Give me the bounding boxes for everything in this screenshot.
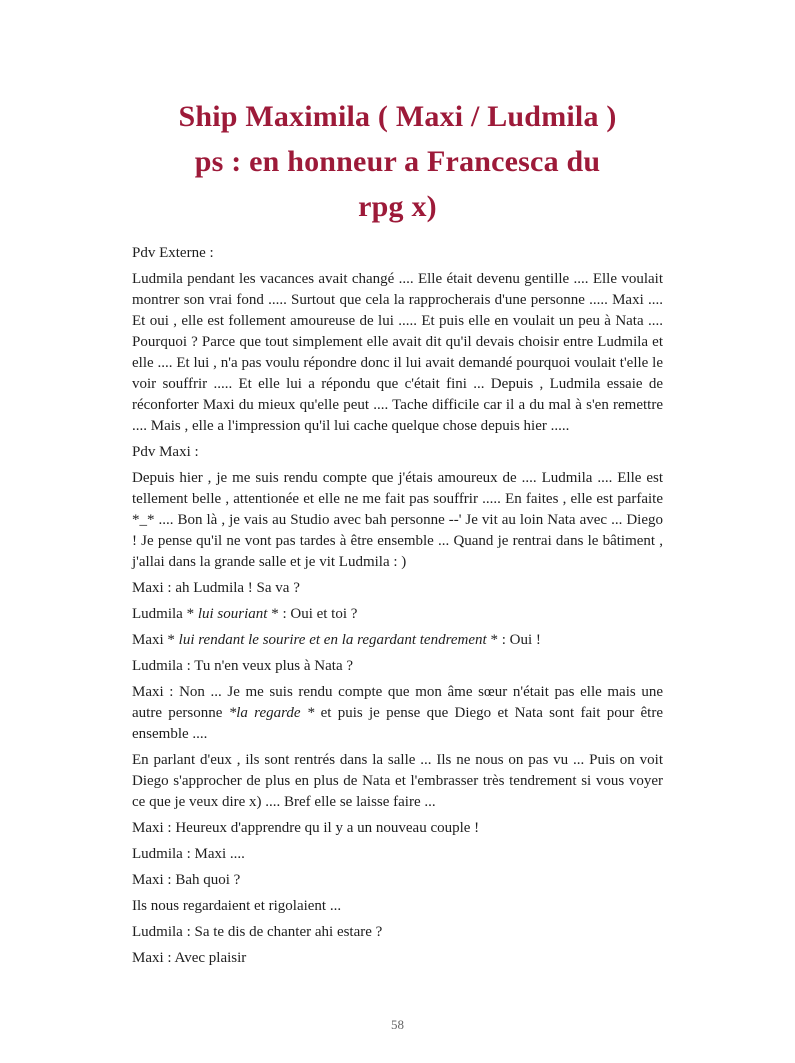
paragraph	[132, 896, 663, 917]
paragraph	[132, 578, 663, 599]
paragraph	[132, 948, 663, 969]
text-run: Ludmila : Tu n'en veux plus à Nata ?	[132, 658, 354, 674]
text-run-italic: lui rendant le sourire et en la regardant tendrement	[174, 632, 491, 648]
paragraph	[132, 818, 663, 839]
paragraph	[132, 870, 663, 891]
text-run-italic: *la regarde *	[228, 705, 315, 721]
paragraph	[132, 630, 663, 651]
paragraph	[132, 269, 663, 437]
text-run: * : Oui et toi ?	[271, 606, 358, 622]
paragraph	[132, 922, 663, 943]
title-line-1: Ship Maximila ( Maxi / Ludmila )	[178, 100, 617, 133]
text-run: et puis je pense que Diego et Nata sont fait pour être ensemble ....	[132, 705, 663, 742]
text-run: Ludmila pendant les vacances avait changé .... Elle était devenu gentille .... Elle voulait montrer son vrai fond ..... Surtout que cela la rapprocherais d'une personne ..... Maxi .... Et oui , elle est follement amoureuse de lui ..... Et puis elle en voulait un peu à Nata .... Pourquoi ? Parce que tout simplement elle avait dit qu'il devais choisir entre Ludmila et elle .... Et lui , n'a pas voulu répondre donc il lui avait demandé pourquoi voulait t'elle le voir souffrir ..... Et elle lui a répondu que c'était fini ... Depuis , Ludmila essaie de réconforter Maxi du mieux qu'elle peut .... Tache difficile car il a du mal à s'en remettre .... Mais , elle a l'impression qu'il lui cache quelque chose depuis hier .....	[132, 271, 663, 434]
page-title	[132, 94, 663, 229]
document-body	[132, 243, 663, 969]
text-run: Maxi : Non ... Je me suis rendu compte que mon âme sœur n'était pas elle mais une autre personne	[132, 684, 663, 721]
page-number: 58	[391, 1017, 404, 1032]
title-line-3: rpg x)	[358, 190, 437, 223]
title-line-2: ps : en honneur a Francesca du	[194, 145, 601, 178]
paragraph	[132, 656, 663, 677]
paragraph	[132, 442, 663, 463]
text-run: Ludmila : Maxi ....	[132, 846, 245, 862]
text-run: En parlant d'eux , ils sont rentrés dans la salle ... Ils ne nous on pas vu ... Puis on voit Diego s'approcher de plus en plus de Nata et l'embrasser très tendrement si vous voyer ce que je veux dire x) .... Bref elle se laisse faire ...	[132, 752, 663, 810]
text-run: Pdv Maxi :	[132, 444, 199, 460]
paragraph	[132, 604, 663, 625]
text-run: Maxi *	[132, 632, 175, 648]
text-run: Maxi : Avec plaisir	[132, 950, 247, 966]
text-run: Ludmila : Sa te dis de chanter ahi estare ?	[132, 924, 383, 940]
text-run: Pdv Externe :	[132, 245, 214, 261]
paragraph	[132, 468, 663, 573]
text-run: Depuis hier , je me suis rendu compte que j'étais amoureux de .... Ludmila .... Elle est tellement belle , attentionée et elle ne me fait pas souffrir ..... En faites , elle est parfaite *_* .... Bon là , je vais au Studio avec bah personne --' Je vit au loin Nata avec ... Diego ! Je pense qu'il ne vont pas tardes à être ensemble ... Quand je rentrai dans le bâtiment , j'allai dans la grande salle et je vit Ludmila : )	[132, 470, 663, 570]
text-run: Maxi : Bah quoi ?	[132, 872, 241, 888]
paragraph	[132, 750, 663, 813]
text-run: Ludmila *	[132, 606, 195, 622]
text-run: Maxi : ah Ludmila ! Sa va ?	[132, 580, 300, 596]
text-run: Maxi : Heureux d'apprendre qu il y a un nouveau couple !	[132, 820, 480, 836]
text-run-italic: lui souriant	[194, 606, 272, 622]
paragraph	[132, 243, 663, 264]
paragraph	[132, 682, 663, 745]
paragraph	[132, 844, 663, 865]
text-run: Ils nous regardaient et rigolaient ...	[132, 898, 342, 914]
text-run: * : Oui !	[490, 632, 541, 648]
page-content	[132, 94, 663, 974]
